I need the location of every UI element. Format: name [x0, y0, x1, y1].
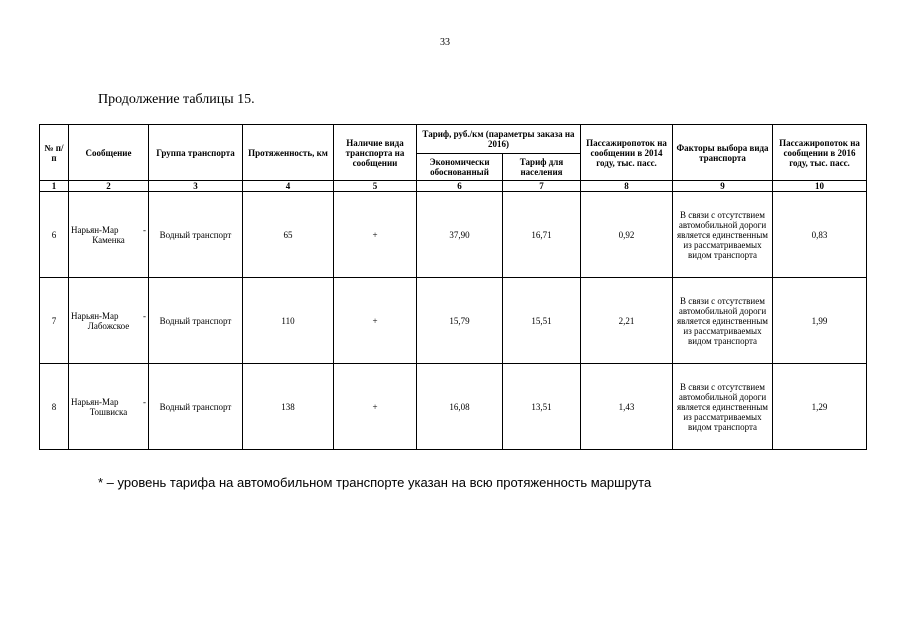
table-caption: Продолжение таблицы 15. — [98, 92, 255, 107]
header-num: № п/п — [40, 125, 69, 181]
route-to: Тошвиска — [89, 406, 128, 417]
header-length: Протяженность, км — [243, 125, 334, 181]
row-flow-2014: 1,43 — [581, 364, 673, 450]
row-num: 8 — [40, 364, 69, 450]
column-number: 9 — [673, 181, 773, 192]
column-number: 5 — [334, 181, 417, 192]
table-row — [40, 364, 867, 450]
row-length: 110 — [243, 278, 334, 364]
header-tariff-econ: Экономически обоснованный — [417, 154, 503, 181]
row-tariff-population: 13,51 — [503, 364, 581, 450]
row-length: 65 — [243, 192, 334, 278]
row-group: Водный транспорт — [149, 278, 243, 364]
row-flow-2016: 1,99 — [773, 278, 867, 364]
route-to: Каменка — [92, 234, 125, 245]
table-row — [40, 278, 867, 364]
row-flow-2016: 1,29 — [773, 364, 867, 450]
page-number: 33 — [440, 37, 450, 48]
row-factors: В связи с отсутствием автомобильной дороги является единственным из рассматриваемых видом транспорта — [673, 364, 773, 450]
row-presence: + — [334, 364, 417, 450]
row-tariff-population: 15,51 — [503, 278, 581, 364]
route-dash: - — [143, 310, 146, 321]
route-dash: - — [143, 396, 146, 407]
column-number: 7 — [503, 181, 581, 192]
row-flow-2014: 0,92 — [581, 192, 673, 278]
row-num: 6 — [40, 192, 69, 278]
row-route — [69, 364, 149, 450]
header-flow-2014: Пассажиропоток на сообщении в 2014 году, тыс. пасс. — [581, 125, 673, 181]
row-presence: + — [334, 192, 417, 278]
header-tariff-population: Тариф для населения — [503, 154, 581, 181]
header-route: Сообщение — [69, 125, 149, 181]
column-number: 1 — [40, 181, 69, 192]
row-tariff-econ: 37,90 — [417, 192, 503, 278]
row-num: 7 — [40, 278, 69, 364]
row-presence: + — [334, 278, 417, 364]
row-length: 138 — [243, 364, 334, 450]
row-flow-2016: 0,83 — [773, 192, 867, 278]
header-tariff: Тариф, руб./км (параметры заказа на 2016) — [417, 125, 581, 154]
row-tariff-econ: 15,79 — [417, 278, 503, 364]
route-to: Лабожское — [87, 320, 130, 331]
row-route — [69, 278, 149, 364]
column-number: 2 — [69, 181, 149, 192]
column-number: 10 — [773, 181, 867, 192]
header-factors: Факторы выбора вида транспорта — [673, 125, 773, 181]
transport-table — [39, 124, 867, 450]
row-tariff-population: 16,71 — [503, 192, 581, 278]
row-factors: В связи с отсутствием автомобильной дороги является единственным из рассматриваемых видом транспорта — [673, 278, 773, 364]
route-dash: - — [143, 224, 146, 235]
column-number: 3 — [149, 181, 243, 192]
column-number: 6 — [417, 181, 503, 192]
row-route — [69, 192, 149, 278]
column-number: 8 — [581, 181, 673, 192]
header-flow-2016: Пассажиропоток на сообщении в 2016 году, тыс. пасс. — [773, 125, 867, 181]
column-number: 4 — [243, 181, 334, 192]
table-row — [40, 192, 867, 278]
row-group: Водный транспорт — [149, 364, 243, 450]
footnote: * – уровень тарифа на автомобильном транспорте указан на всю протяженность маршрута — [98, 475, 652, 490]
route-from: Нарьян-Мар — [71, 224, 119, 235]
header-group: Группа транспорта — [149, 125, 243, 181]
column-number-row — [40, 181, 867, 192]
route-from: Нарьян-Мар — [71, 310, 119, 321]
header-presence: Наличие вида транспорта на сообщении — [334, 125, 417, 181]
row-flow-2014: 2,21 — [581, 278, 673, 364]
row-group: Водный транспорт — [149, 192, 243, 278]
row-factors: В связи с отсутствием автомобильной дороги является единственным из рассматриваемых видом транспорта — [673, 192, 773, 278]
route-from: Нарьян-Мар — [71, 396, 119, 407]
row-tariff-econ: 16,08 — [417, 364, 503, 450]
